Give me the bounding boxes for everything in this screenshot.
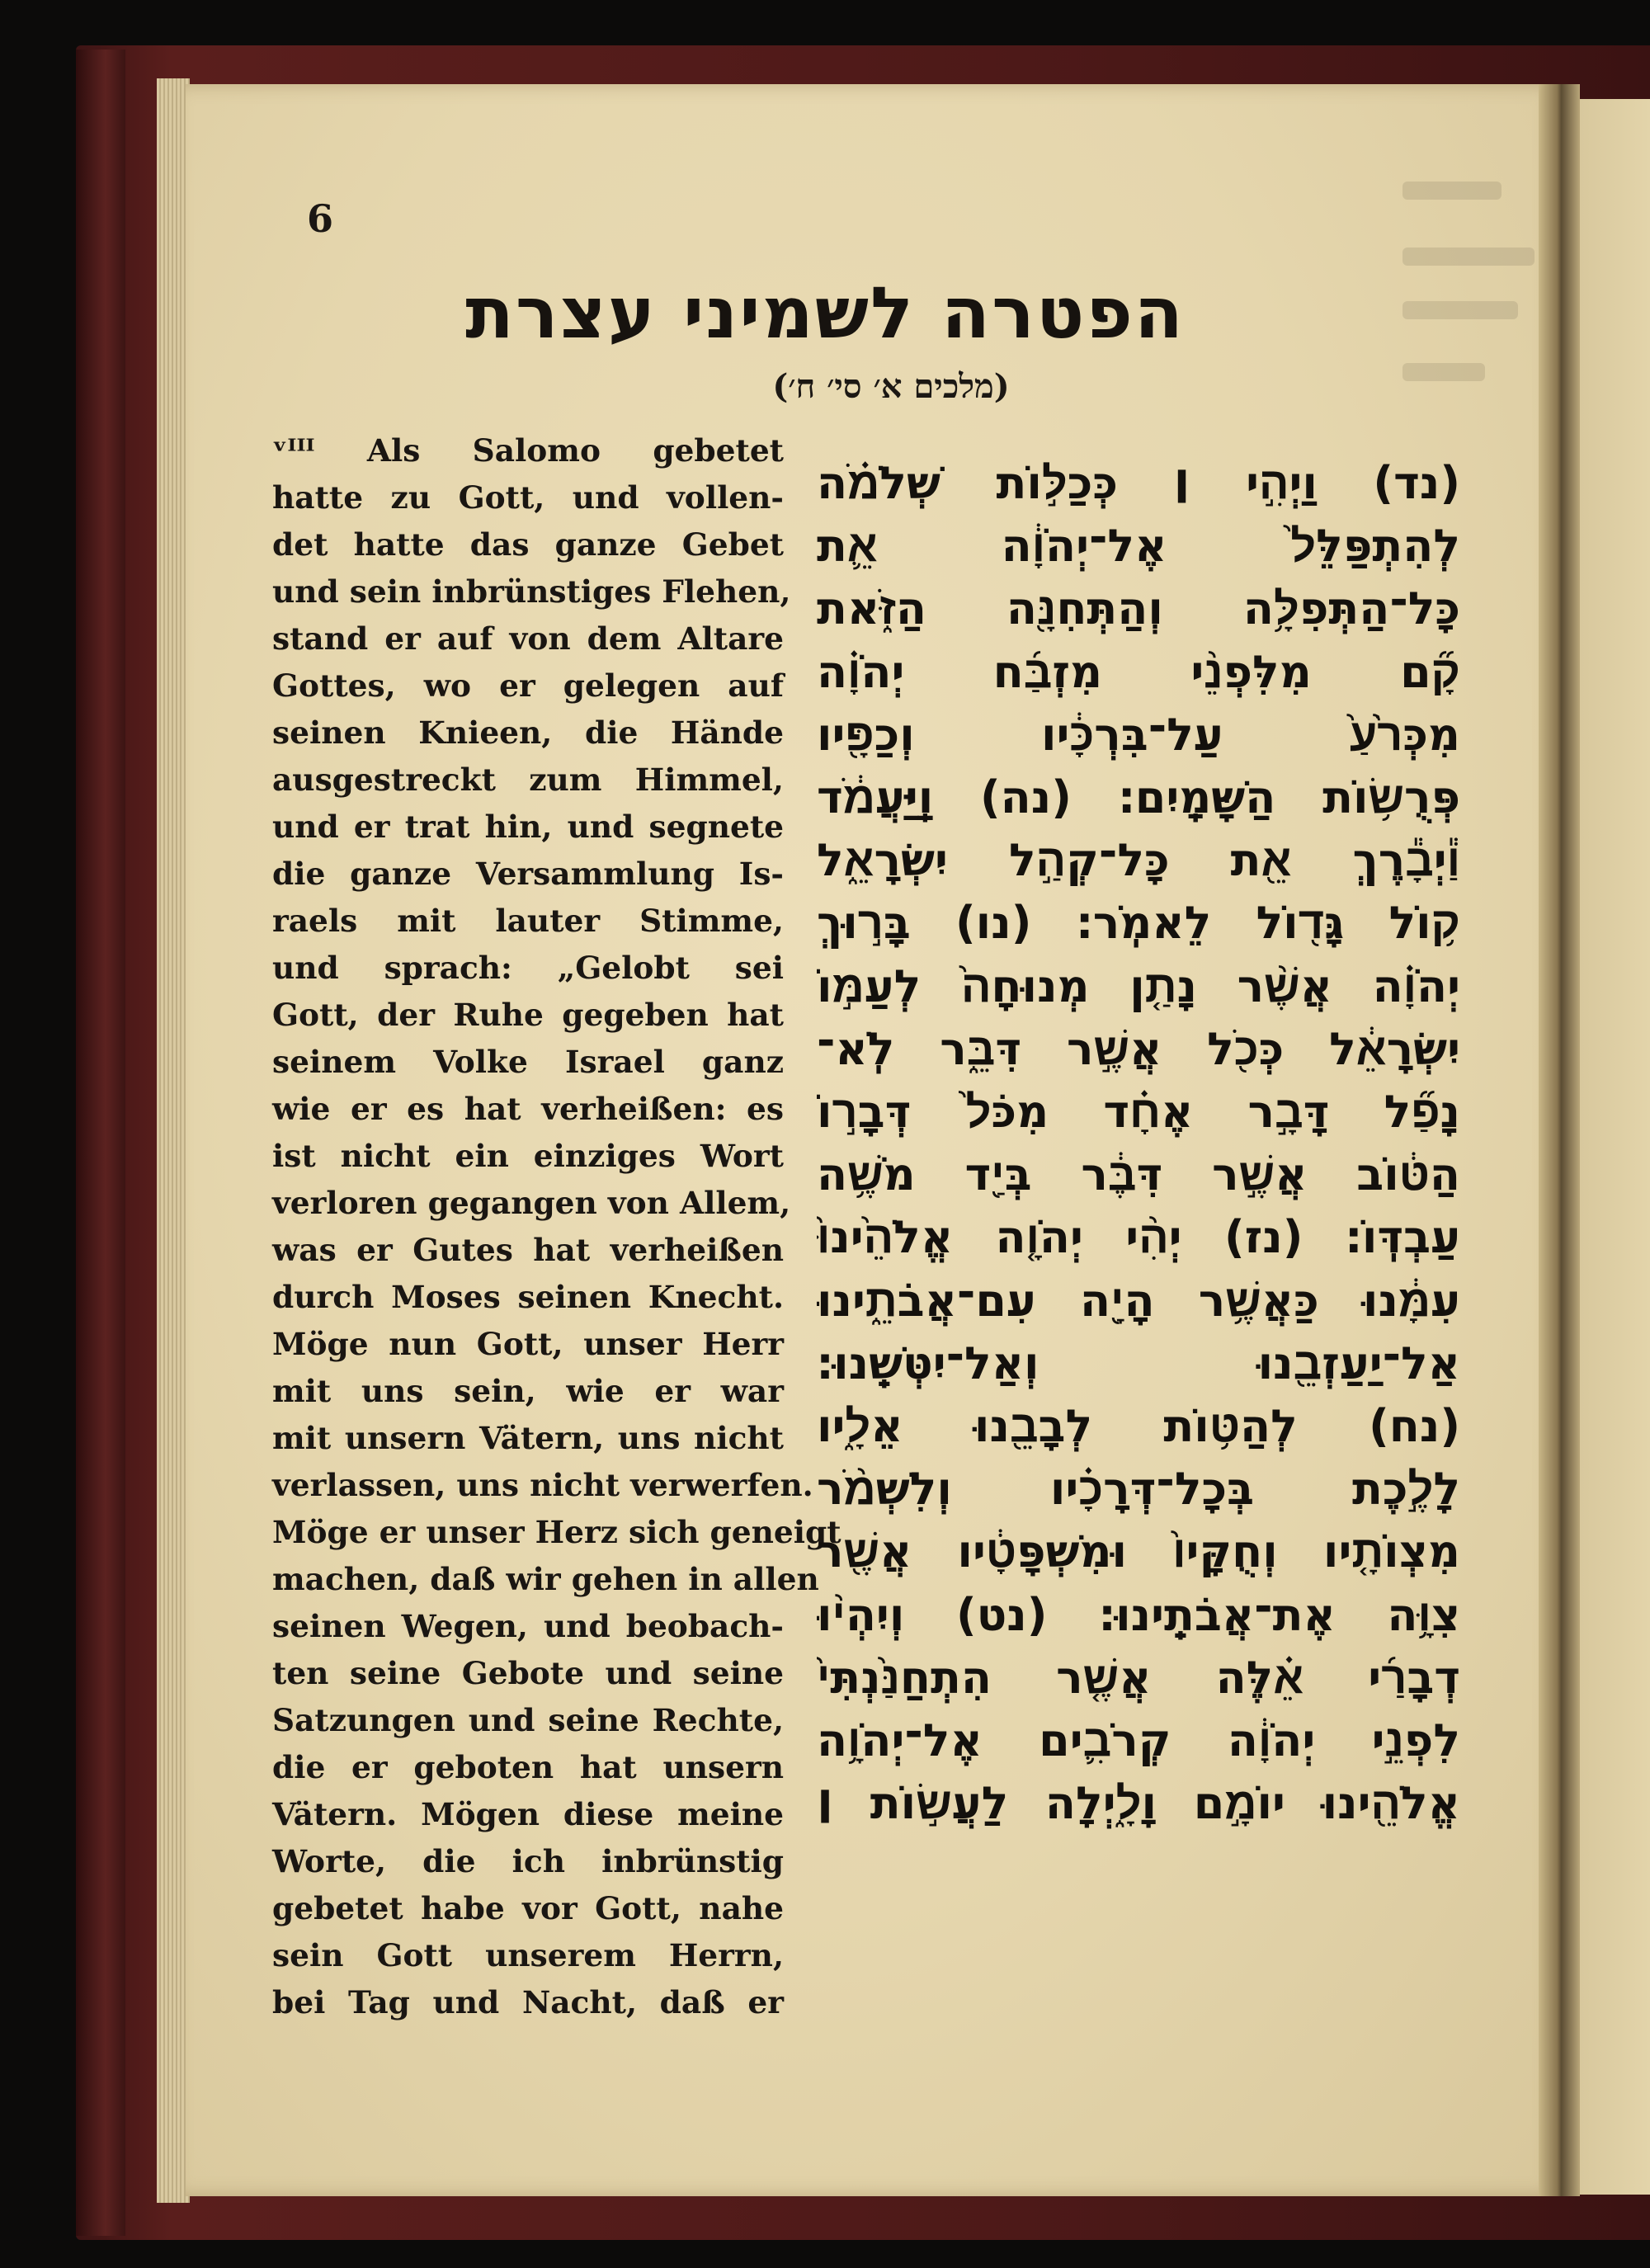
german-text-line: seinen Wegen, und beobach-	[272, 1608, 784, 1644]
german-text-line: det hatte das ganze Gebet	[272, 526, 784, 563]
german-translation-column	[272, 427, 842, 2026]
german-text-line: gebetet habe vor Gott, nahe	[272, 1890, 784, 1926]
hebrew-text-line: לָלֶ֣כֶת בְּכָל־דְּרָכָ֗יו וְלִשְׁמֹ֨ר	[817, 1463, 1460, 1516]
hebrew-text-line: (נח) לְהַטּ֥וֹת לְבָבֵ֖נוּ אֵלָ֑יו	[817, 1400, 1460, 1453]
hebrew-text-line: לִפְנֵ֣י יְהֹוָ֔ה קְרֹבִ֛ים אֶל־יְהֹוָ֥ה	[817, 1714, 1460, 1767]
german-text-line: Gottes, wo er gelegen auf	[272, 667, 784, 704]
german-text-line: Möge nun Gott, unser Herr	[272, 1326, 784, 1362]
german-text-line: was er Gutes hat verheißen	[272, 1232, 784, 1268]
show-through-text	[1402, 363, 1485, 381]
german-text-line: Vätern. Mögen diese meine	[272, 1796, 784, 1832]
german-text-line: und sein inbrünstiges Flehen,	[272, 573, 791, 610]
german-text-line: ten seine Gebote und seine	[272, 1655, 784, 1691]
german-text-line: mit unsern Vätern, uns nicht	[272, 1420, 784, 1456]
hebrew-text-line: יְהֹוָ֗ה אֲשֶׁ֨ר נָתַ֤ן מְנוּחָה֙ לְעַמּ֣וֹ	[817, 960, 1460, 1012]
german-text-line: verloren gegangen von Allem,	[272, 1185, 791, 1221]
hebrew-text-line: עַבְדּֽוֹ׃ (נז) יְהִ֨י יְהֹוָ֤ה אֱלֹהֵ֙ינוּ֙	[817, 1211, 1460, 1264]
german-text-line: stand er auf von dem Altare	[272, 620, 784, 657]
cover-spine-edge	[76, 50, 125, 2236]
hebrew-text-line: ק֥וֹל גָּד֖וֹל לֵאמֹֽר׃ (נו) בָּר֣וּךְ	[817, 897, 1460, 950]
hebrew-text-line: קָ֞ם מִלִּפְנֵ֨י מִזְבַּ֜ח יְהֹוָ֗ה	[817, 645, 1460, 698]
german-text-line: machen, daß wir gehen in allen	[272, 1561, 819, 1597]
hebrew-text-line: עִמָּ֔נוּ כַּאֲשֶׁ֥ר הָיָ֖ה עִם־אֲבֹתֵ֑ינוּ	[817, 1274, 1460, 1327]
hebrew-text-line: דְבָרַ֜י אֵ֗לֶּה אֲשֶׁ֤ר הִתְחַנַּ֙נְתִּי֙	[817, 1651, 1460, 1704]
page-number: 6	[307, 196, 334, 241]
german-text-line: sein Gott unserem Herrn,	[272, 1937, 784, 1973]
german-text-line: Gott, der Ruhe gegeben hat	[272, 997, 784, 1033]
hebrew-text-line: נָפַ֞ל דָּבָ֣ר אֶחָ֗ד מִכֹּל֙ דְּבָר֣וֹ	[817, 1086, 1460, 1139]
german-text-line: seinen Knieen, die Hände	[272, 714, 784, 751]
german-text-line: die er geboten hat unsern	[272, 1749, 784, 1785]
german-text-line: ist nicht ein einziges Wort	[272, 1138, 784, 1174]
hebrew-text-line: וַ֕יְבָ֕רֶךְ אֵ֖ת כָּל־קְהַ֣ל יִשְׂרָאֵ֑ל	[817, 834, 1460, 887]
hebrew-text-line: אַל־יַעַזְבֵ֖נוּ וְאַל־יִטְּשֵֽׁנוּ׃	[817, 1337, 1460, 1389]
hebrew-text-line: מִצְוֺתָ֤יו וְחֻקָּיו֙ וּמִשְׁפָּטָ֔יו אֲשֶׁ֖ר	[817, 1525, 1460, 1578]
hebrew-text-line: צִוָּ֥ה אֶת־אֲבֹתֵֽינוּ׃ (נט) וְיִהְי֨וּ	[817, 1588, 1460, 1641]
german-text-line: ausgestreckt zum Himmel,	[272, 762, 784, 798]
hebrew-text-line: יִשְׂרָאֵ֔ל כְּכֹ֖ל אֲשֶׁ֣ר דִּבֵּ֑ר לֹֽא־	[817, 1022, 1460, 1075]
hebrew-text-line: מִכְּרֹ֙עַ֙ עַל־בִּרְכָּ֔יו וְכַפָּ֖יו	[817, 708, 1460, 761]
german-text-line: Möge er unser Herz sich geneigt	[272, 1514, 842, 1550]
show-through-text	[1402, 182, 1502, 200]
german-text-line: und er trat hin, und segnete	[272, 809, 784, 845]
hebrew-text-line: פְּרֻשׂ֥וֹת הַשָּׁמָֽיִם׃ (נה) וַֽיַּעֲמֹ֔ד	[817, 771, 1460, 824]
page-title: הפטרה לשמיני עצרת	[465, 272, 1185, 355]
german-text-line: Satzungen und seine Rechte,	[272, 1702, 784, 1738]
german-text-line: verlassen, uns nicht verwerfen.	[272, 1467, 813, 1503]
hebrew-text-line: הַטּ֔וֹב אֲשֶׁ֣ר דִּבֶּ֔ר בְּיַ֖ד מֹשֶׁ֥ה	[817, 1148, 1460, 1201]
german-text-line: seinem Volke Israel ganz	[272, 1044, 784, 1080]
right-page-edge	[1580, 99, 1650, 2195]
hebrew-text-line: לְהִתְפַּלֵּל֙ אֶל־יְהֹוָ֔ה אֵ֛ת	[817, 520, 1460, 573]
german-text-line: die ganze Versammlung Is-	[272, 856, 784, 892]
german-text-line: mit uns sein, wie er war	[272, 1373, 784, 1409]
show-through-text	[1402, 301, 1518, 319]
show-through-text	[1402, 248, 1534, 266]
german-text-line: raels mit lauter Stimme,	[272, 903, 784, 939]
german-text-line: bei Tag und Nacht, daß er	[272, 1984, 784, 2020]
german-text-line: ᵛᴵᴵᴵ Als Salomo gebetet	[272, 432, 784, 469]
hebrew-text-line: (נד) וַיְהִ֣י ׀ כְּכַלּ֣וֹת שְׁלֹמֹ֗ה	[817, 457, 1460, 509]
german-text-line: hatte zu Gott, und vollen-	[272, 479, 784, 516]
german-text-line: wie er es hat verheißen: es	[272, 1091, 784, 1127]
german-text-line: Worte, die ich inbrünstig	[272, 1843, 784, 1879]
german-text-line: durch Moses seinen Knecht.	[272, 1279, 784, 1315]
hebrew-text-line: כָּל־הַתְּפִלָּ֥ה וְהַתְּחִנָּ֖ה הַזֹּ֑את	[817, 582, 1460, 635]
hebrew-text-line: אֱלֹהֵ֖ינוּ יוֹמָ֣ם וָלָ֑יְלָה לַעֲשׂ֣וֹת ׀	[817, 1777, 1460, 1830]
source-reference: (מלכים א׳ סי׳ ח׳)	[772, 367, 1010, 406]
hebrew-text-column	[817, 452, 1460, 1835]
german-text-line: und sprach: „Gelobt sei	[272, 950, 784, 986]
book-gutter	[1539, 84, 1580, 2196]
page-edges	[157, 78, 190, 2203]
